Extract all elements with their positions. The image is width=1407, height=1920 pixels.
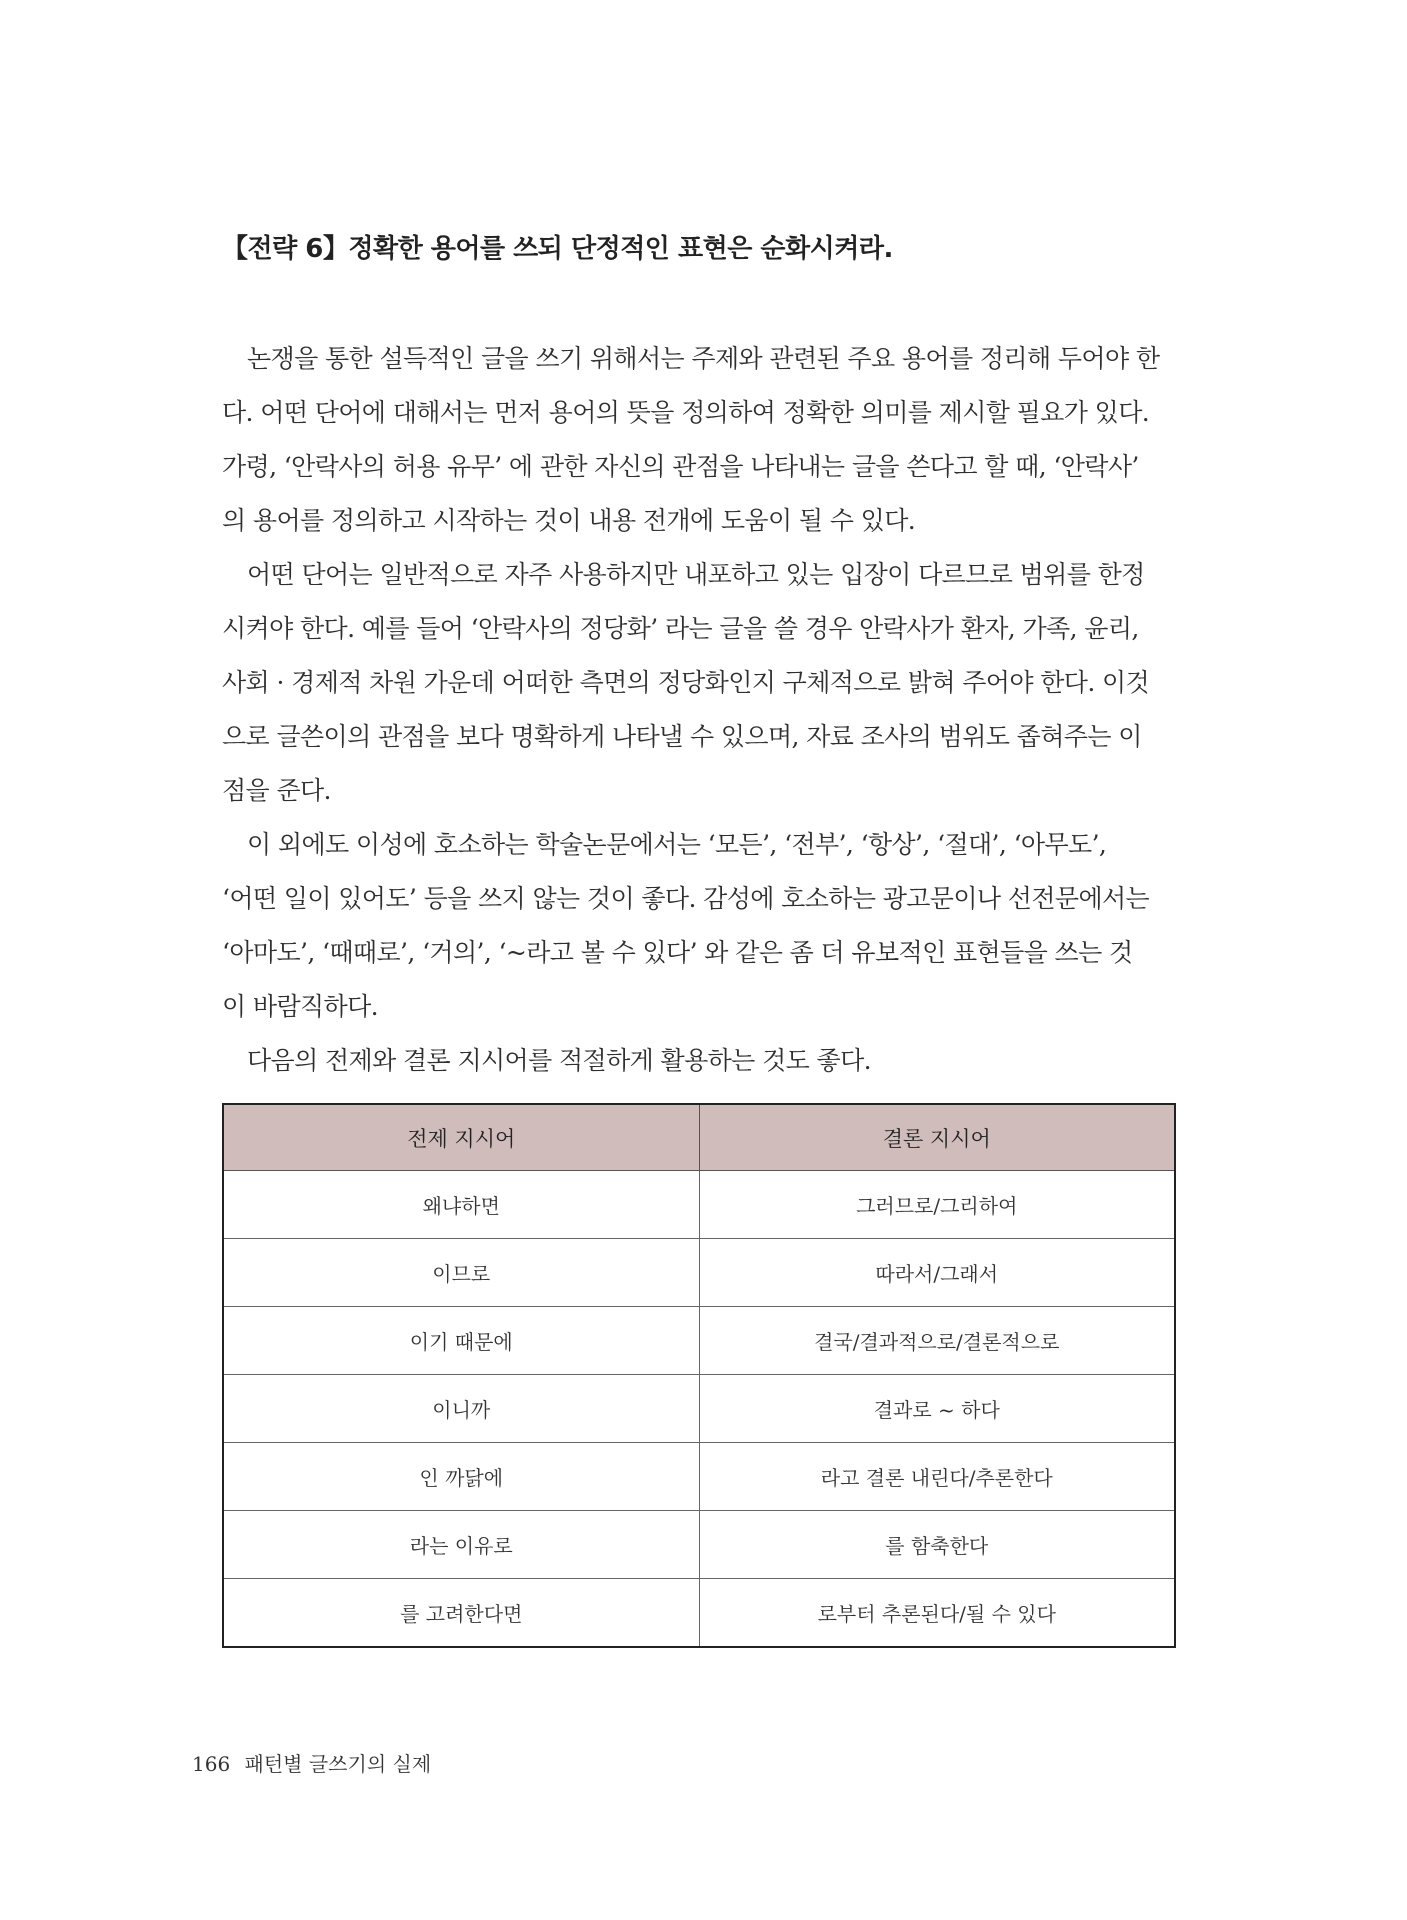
premise-cell: 이니까: [223, 1375, 699, 1443]
premise-cell: 이므로: [223, 1239, 699, 1307]
table-row: [223, 1375, 1175, 1443]
premise-cell: 인 까닭에: [223, 1443, 699, 1511]
conclusion-cell: 로부터 추론된다/될 수 있다: [699, 1579, 1175, 1648]
conclusion-cell: 따라서/그래서: [699, 1239, 1175, 1307]
paragraph-line: 시켜야 한다. 예를 들어 ‘안락사의 정당화’ 라는 글을 쓸 경우 안락사가 환자, 가족, 윤리,: [222, 614, 1139, 643]
paragraph-line: 이 바람직하다.: [222, 992, 378, 1021]
table-row: [223, 1443, 1175, 1511]
header-premise-indicators: 전제 지시어: [223, 1104, 699, 1171]
paragraph-line: 가령, ‘안락사의 허용 유무’ 에 관한 자신의 관점을 나타내는 글을 쓴다고 할 때, ‘안락사’: [222, 452, 1139, 481]
conclusion-cell: 결과로 ~ 하다: [699, 1375, 1175, 1443]
paragraph-line: 사회 · 경제적 차원 가운데 어떠한 측면의 정당화인지 구체적으로 밝혀 주어야 한다. 이것: [222, 668, 1150, 697]
premise-cell: 라는 이유로: [223, 1511, 699, 1579]
conclusion-cell: 결국/결과적으로/결론적으로: [699, 1307, 1175, 1375]
page-number: 166: [192, 1752, 231, 1776]
book-title: 패턴별 글쓰기의 실제: [244, 1752, 432, 1776]
table-row: [223, 1579, 1175, 1648]
indicator-table-container: [222, 1103, 1176, 1648]
paragraph-line: 이 외에도 이성에 호소하는 학술논문에서는 ‘모든’, ‘전부’, ‘항상’, ‘절대’, ‘아무도’,: [247, 830, 1107, 859]
premise-cell: 왜냐하면: [223, 1171, 699, 1239]
table-row: [223, 1511, 1175, 1579]
table-row: [223, 1239, 1175, 1307]
paragraph-line: 다음의 전제와 결론 지시어를 적절하게 활용하는 것도 좋다.: [247, 1046, 871, 1075]
paragraph-line: 다. 어떤 단어에 대해서는 먼저 용어의 뜻을 정의하여 정확한 의미를 제시할 필요가 있다.: [222, 398, 1150, 427]
paragraph-line: ‘아마도’, ‘때때로’, ‘거의’, ‘~라고 볼 수 있다’ 와 같은 좀 더 유보적인 표현들을 쓰는 것: [222, 938, 1133, 967]
paragraph-line: 점을 준다.: [222, 776, 331, 805]
paragraph-line: 어떤 단어는 일반적으로 자주 사용하지만 내포하고 있는 입장이 다르므로 범위를 한정: [247, 560, 1145, 589]
table-header-row: [223, 1104, 1175, 1171]
paragraph-line: 으로 글쓴이의 관점을 보다 명확하게 나타낼 수 있으며, 자료 조사의 범위도 좁혀주는 이: [222, 722, 1142, 751]
paragraph-line: 의 용어를 정의하고 시작하는 것이 내용 전개에 도움이 될 수 있다.: [222, 506, 916, 535]
premise-cell: 이기 때문에: [223, 1307, 699, 1375]
section-heading: 【전략 6】정확한 용어를 쓰되 단정적인 표현은 순화시켜라.: [222, 234, 893, 264]
table-row: [223, 1171, 1175, 1239]
page-footer: [192, 1748, 431, 1777]
paragraph-line: 논쟁을 통한 설득적인 글을 쓰기 위해서는 주제와 관련된 주요 용어를 정리해 두어야 한: [247, 344, 1160, 373]
conclusion-cell: 그러므로/그리하여: [699, 1171, 1175, 1239]
premise-cell: 를 고려한다면: [223, 1579, 699, 1648]
table-row: [223, 1307, 1175, 1375]
conclusion-cell: 를 함축한다: [699, 1511, 1175, 1579]
indicator-table: [222, 1103, 1176, 1648]
body-paragraphs: [222, 332, 1177, 1088]
header-conclusion-indicators: 결론 지시어: [699, 1104, 1175, 1171]
conclusion-cell: 라고 결론 내린다/추론한다: [699, 1443, 1175, 1511]
paragraph-line: ‘어떤 일이 있어도’ 등을 쓰지 않는 것이 좋다. 감성에 호소하는 광고문이나 선전문에서는: [222, 884, 1150, 913]
